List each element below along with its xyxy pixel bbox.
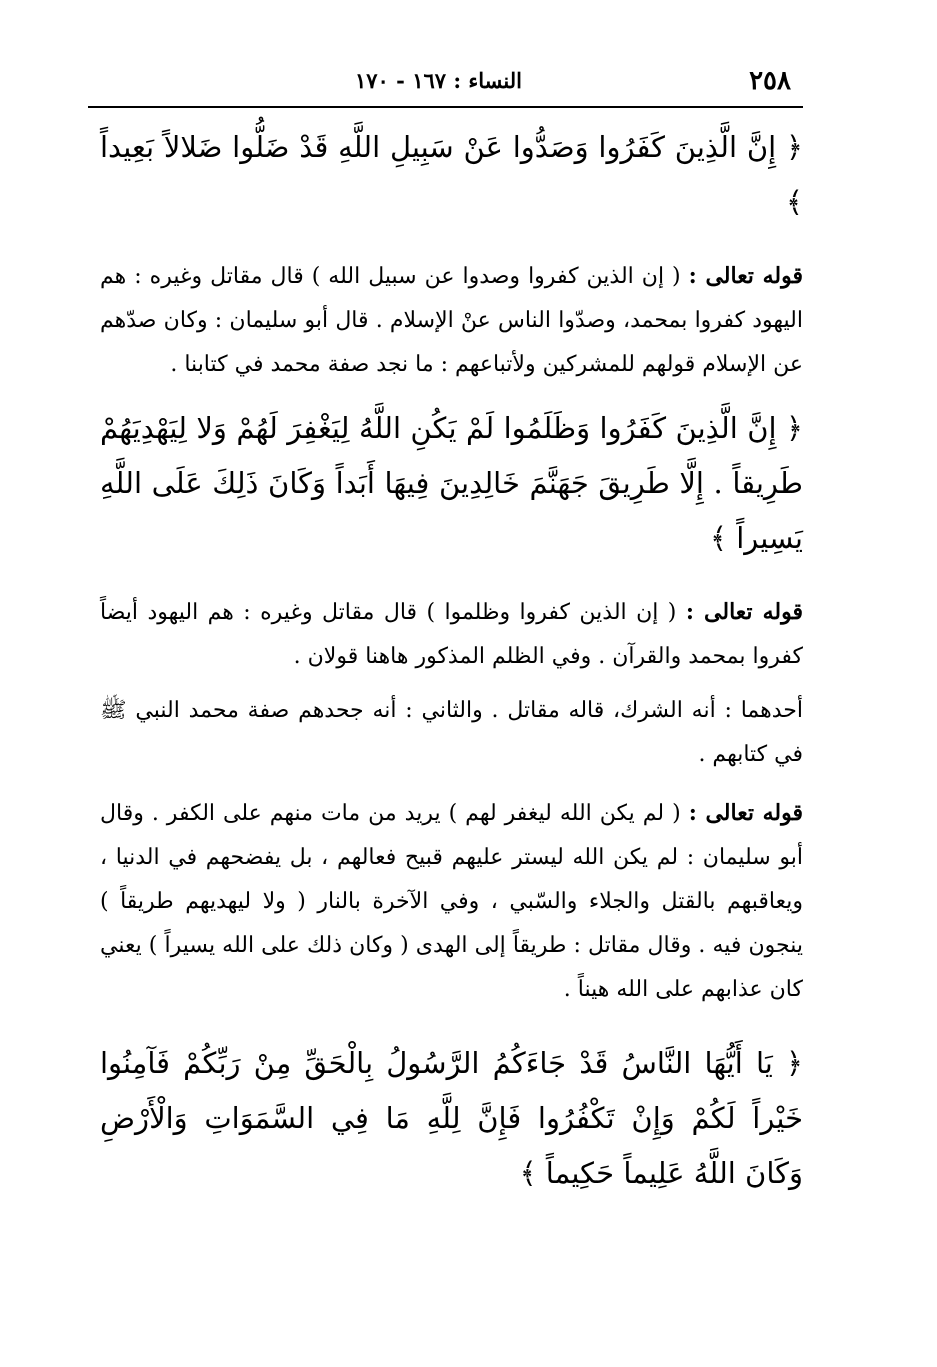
page-number: ٢٥٨ bbox=[749, 66, 791, 96]
paragraph-text: ( إن الذين كفروا وصدوا عن سبيل الله ) قال مقاتل وغيره : هم اليهود كفروا بمحمد، وصدّوا الناس عنْ الإسلام . قال أبو سليمان : وكان صدّهم عن الإسلام قولهم للمشركين ولأتباعهم : ما نجد صفة محمد في كتابنا . bbox=[100, 264, 803, 377]
commentary-paragraph bbox=[100, 254, 803, 387]
paragraph-lead: قوله تعالى : bbox=[685, 599, 803, 625]
page-header bbox=[86, 58, 791, 98]
quran-verse: ﴿ إِنَّ الَّذِينَ كَفَرُوا وَصَدُّوا عَنْ سَبِيلِ اللَّهِ قَدْ ضَلُّوا ضَلالاً بَعِيداً ﴾ bbox=[100, 130, 803, 219]
paragraph-lead: قوله تعالى : bbox=[688, 263, 803, 289]
page-body bbox=[100, 120, 803, 1201]
quran-verse: ﴿ إِنَّ الَّذِينَ كَفَرُوا وَظَلَمُوا لَمْ يَكُنِ اللَّهُ لِيَغْفِرَ لَهُمْ وَلا لِيَهْدِيَهُمْ طَرِيقاً . إِلَّا طَرِيقَ جَهَنَّمَ خَالِدِينَ فِيهَا أَبَداً وَكَانَ ذَلِكَ عَلَى اللَّهِ يَسِيراً ﴾ bbox=[100, 411, 803, 555]
running-head: النساء : ١٦٧ - ١٧٠ bbox=[355, 68, 522, 93]
quran-verse: ﴿ يَا أَيُّهَا النَّاسُ قَدْ جَاءَكُمُ الرَّسُولُ بِالْحَقِّ مِنْ رَبِّكُمْ فَآمِنُوا خَيْراً لَكُمْ وَإِنْ تَكْفُرُوا فَإِنَّ لِلَّهِ مَا فِي السَّمَوَاتِ وَالْأَرْضِ وَكَانَ اللَّهُ عَلِيماً حَكِيماً ﴾ bbox=[100, 1046, 803, 1190]
commentary-paragraph bbox=[100, 791, 803, 1012]
paragraph-text: ( لم يكن الله ليغفر لهم ) يريد من مات منهم على الكفر . وقال أبو سليمان : لم يكن الله ليستر عليهم قبيح فعالهم ، بل يفضحهم في الدنيا ، ويعاقبهم بالقتل والجلاء والسّبي ، وفي الآخرة بالنار ( ولا ليهديهم طريقاً ) ينجون فيه . وقال مقاتل : طريقاً إلى الهدى ( وكان ذلك على الله يسيراً ) يعني كان عذابهم على الله هيناً . bbox=[100, 801, 803, 1002]
paragraph-lead: قوله تعالى : bbox=[688, 800, 803, 826]
paragraph-text: أحدهما : أنه الشرك، قاله مقاتل . والثاني : أنه جحدهم صفة محمد النبي ﷺ في كتابهم . bbox=[100, 698, 803, 767]
commentary-paragraph bbox=[100, 689, 803, 777]
commentary-paragraph bbox=[100, 590, 803, 679]
header-rule bbox=[88, 106, 803, 108]
paragraph-text: ( إن الذين كفروا وظلموا ) قال مقاتل وغيره : هم اليهود أيضاً كفروا بمحمد والقرآن . وفي الظلم المذكور هاهنا قولان . bbox=[100, 600, 803, 669]
